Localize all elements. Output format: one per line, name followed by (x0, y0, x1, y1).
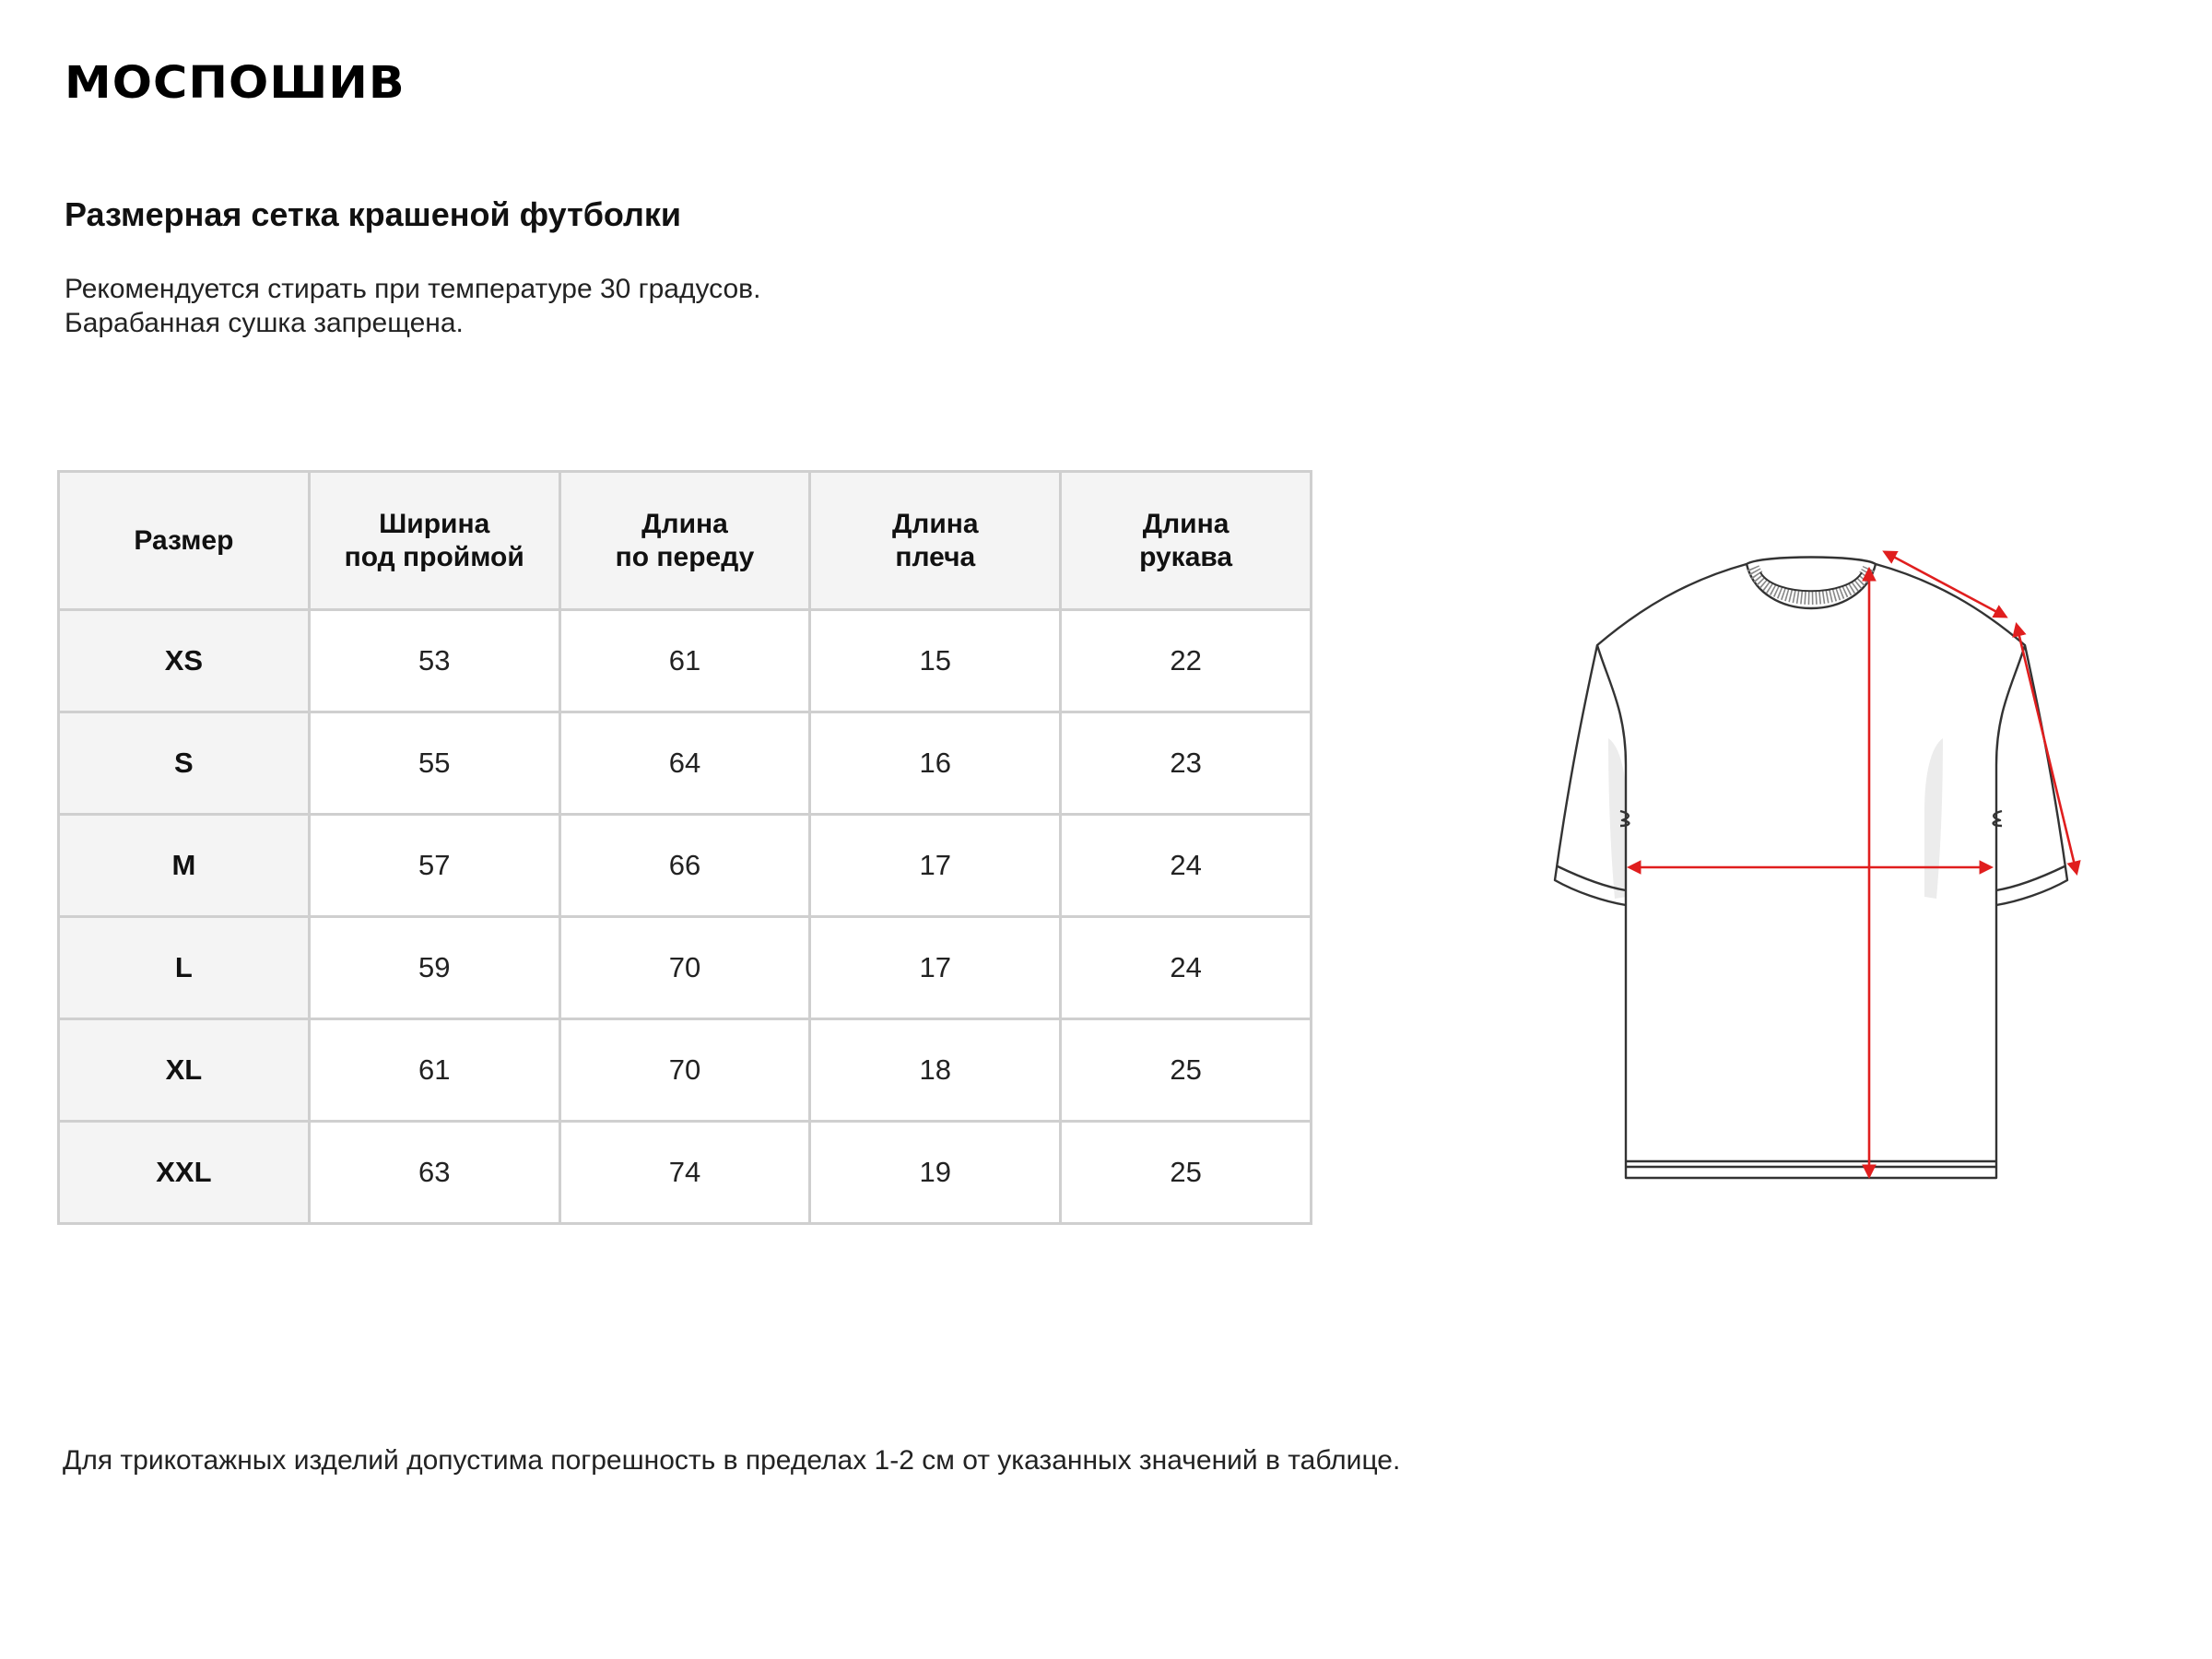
table-row (59, 1019, 1312, 1122)
measurement-lines (1630, 552, 2077, 1176)
header-shoulder-line1: Длина (891, 508, 979, 539)
width-cell: 61 (309, 1019, 559, 1122)
front-length-cell: 74 (559, 1122, 810, 1224)
care-instructions (65, 272, 760, 340)
shoulder-cell: 19 (810, 1122, 1061, 1224)
front-length-cell: 66 (559, 815, 810, 917)
shoulder-cell: 18 (810, 1019, 1061, 1122)
header-size (59, 472, 310, 610)
width-cell: 55 (309, 712, 559, 815)
table-row (59, 712, 1312, 815)
size-cell: XL (59, 1019, 310, 1122)
width-cell: 53 (309, 610, 559, 712)
table-row (59, 1122, 1312, 1224)
brand-logo: МОСПОШИВ (65, 57, 406, 109)
tshirt-outline-icon (1555, 564, 2067, 1178)
header-width-line1: Ширина (379, 508, 490, 539)
sleeve-cell: 23 (1061, 712, 1312, 815)
header-sleeve-line1: Длина (1142, 508, 1230, 539)
sleeve-cell: 24 (1061, 917, 1312, 1019)
table-row (59, 815, 1312, 917)
header-shoulder-length (810, 472, 1061, 610)
sleeve-cell: 24 (1061, 815, 1312, 917)
table-header-row (59, 472, 1312, 610)
header-sleeve-line2: рукава (1139, 541, 1233, 572)
sleeve-measure-line (2017, 625, 2077, 873)
shoulder-cell: 15 (810, 610, 1061, 712)
shoulder-cell: 17 (810, 917, 1061, 1019)
header-front-length (559, 472, 810, 610)
header-front-length-line1: Длина (641, 508, 728, 539)
front-length-cell: 61 (559, 610, 810, 712)
header-width-line2: под проймой (344, 541, 524, 572)
care-line-dry: Барабанная сушка запрещена. (65, 308, 464, 338)
header-front-length-line2: по переду (615, 541, 755, 572)
table-row (59, 610, 1312, 712)
tolerance-footnote: Для трикотажных изделий допустима погрешность в пределах 1-2 см от указанных значений в таблице. (63, 1445, 1401, 1476)
shoulder-cell: 16 (810, 712, 1061, 815)
care-line-wash: Рекомендуется стирать при температуре 30 градусов. (65, 274, 761, 304)
size-cell: XXL (59, 1122, 310, 1224)
sleeve-cell: 25 (1061, 1122, 1312, 1224)
size-cell: L (59, 917, 310, 1019)
shoulder-cell: 17 (810, 815, 1061, 917)
tshirt-measurement-diagram (1512, 544, 2101, 1189)
armpit-shading (1608, 738, 1943, 899)
width-cell: 63 (309, 1122, 559, 1224)
page-title: Размерная сетка крашеной футболки (65, 195, 682, 233)
size-cell: M (59, 815, 310, 917)
header-sleeve-length (1061, 472, 1312, 610)
shoulder-measure-line (1885, 552, 2006, 617)
header-width (309, 472, 559, 610)
front-length-cell: 70 (559, 1019, 810, 1122)
table-row (59, 917, 1312, 1019)
collar-icon (1747, 558, 1876, 609)
size-table (57, 470, 1312, 1225)
front-length-cell: 64 (559, 712, 810, 815)
size-cell: XS (59, 610, 310, 712)
front-length-cell: 70 (559, 917, 810, 1019)
header-size-label: Размер (134, 524, 234, 556)
width-cell: 57 (309, 815, 559, 917)
sleeve-cell: 22 (1061, 610, 1312, 712)
size-cell: S (59, 712, 310, 815)
header-shoulder-line2: плеча (895, 541, 976, 572)
sleeve-cell: 25 (1061, 1019, 1312, 1122)
width-cell: 59 (309, 917, 559, 1019)
